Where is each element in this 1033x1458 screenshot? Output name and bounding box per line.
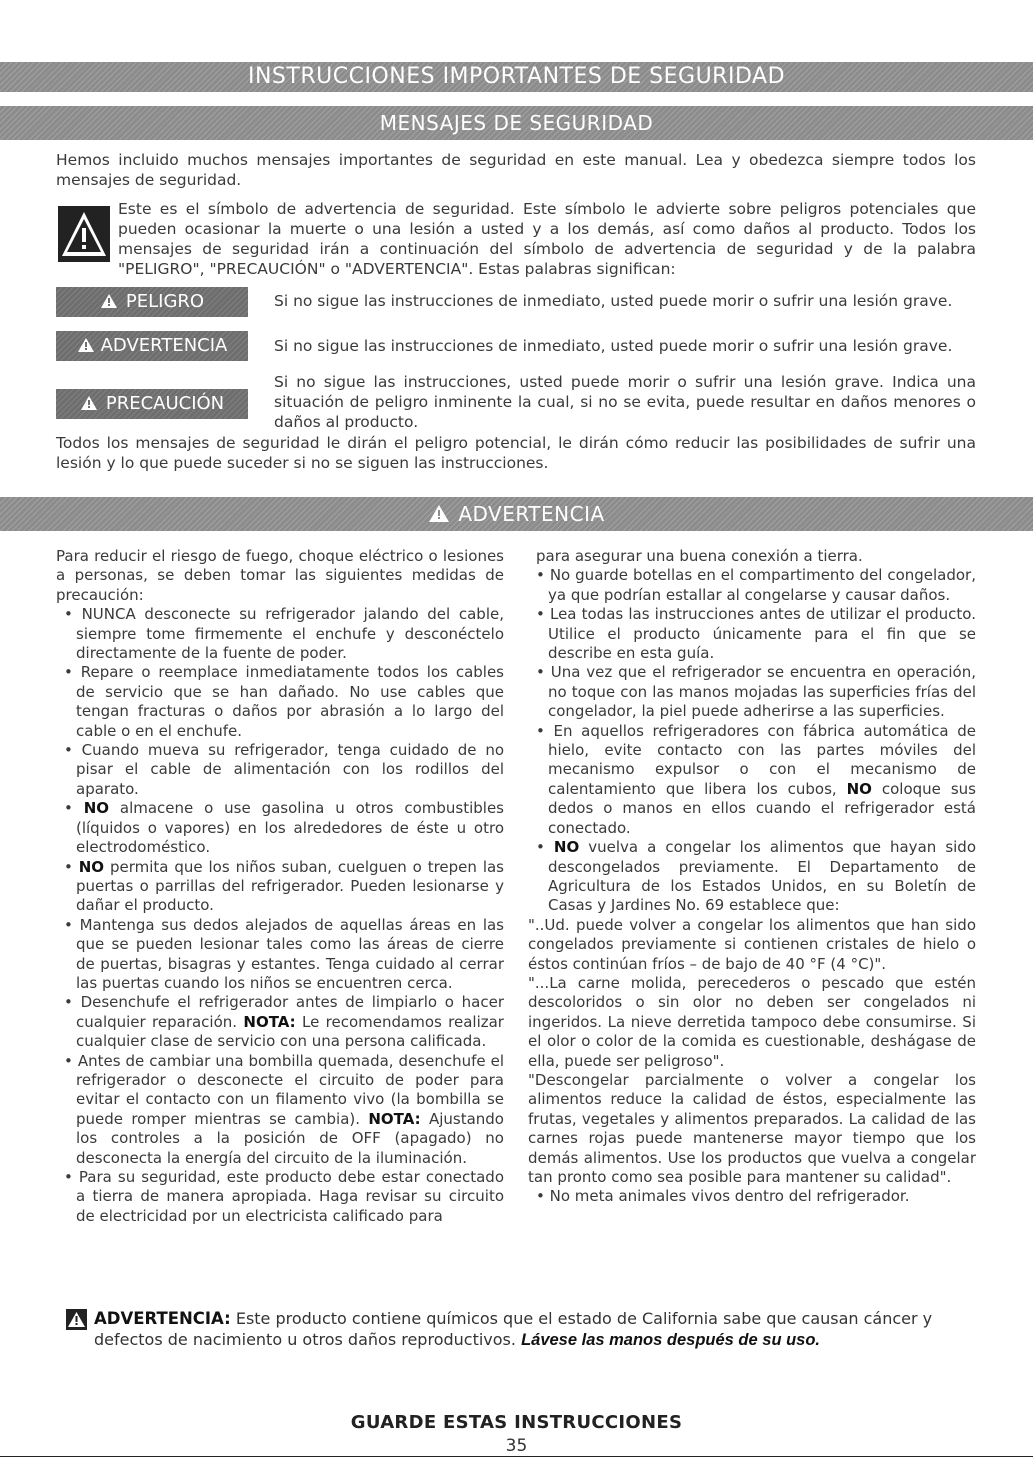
- right-continuation: para asegurar una buena conexión a tierra.: [536, 547, 863, 565]
- list-item: • NO permita que los niños suban, cuelguen o trepen las puertas o parrillas del refrigerador. Pueden lesionarse y dañar el producto.: [64, 857, 504, 915]
- warning-triangle-icon: [100, 293, 118, 309]
- symbol-explanation: Este es el símbolo de advertencia de seguridad. Este símbolo le advierte sobre peligros potenciales que pueden ocasionar la muerte o una lesión a usted y a los demás, así como daños al producto. Todos los mensajes de seguridad irán a continuación del símbolo de advertencia de seguridad y de la palabra "PELIGRO", "PRECAUCIÓN" o "ADVERTENCIA". Estas palabras significan:: [118, 200, 976, 278]
- signal-precaucion: [56, 389, 248, 419]
- page-number: 35: [505, 1436, 528, 1456]
- list-item: • Cuando mueva su refrigerador, tenga cuidado de no pisar el cable de alimentación con los rodillos del aparato.: [64, 741, 504, 798]
- section-title: MENSAJES DE SEGURIDAD: [379, 111, 654, 135]
- list-item: • NUNCA desconecte su refrigerador jalando del cable, siempre tome firmemente el enchufe y desconéctelo directamente de la fuente de poder.: [64, 605, 504, 663]
- list-item: • Para su seguridad, este producto debe estar conectado a tierra de manera apropiada. Haga revisar su circuito de electricidad por un electricista calificado para: [64, 1168, 505, 1225]
- signal-text-precaucion: Si no sigue las instrucciones, usted puede morir o sufrir una lesión grave. Indica una situación de peligro inminente la cual, si no se evita, puede resultar en daños menores o daños al producto.: [274, 373, 976, 431]
- safety-alert-symbol-icon: [58, 206, 110, 262]
- list-item: • Lea todas las instrucciones antes de utilizar el producto. Utilice el producto únicamente para el fin que se describe en esta guía.: [536, 605, 976, 663]
- left-column: [56, 547, 504, 1226]
- list-item: • No guarde botellas en el compartimento del congelador, ya que podrían estallar al congelarse y causar daños.: [536, 566, 976, 604]
- list-item: • Repare o reemplace inmediatamente todos los cables de servicio que se han dañado. No use cables que tengan fracturas o daños por abrasión a lo largo del cable o en el enchufe.: [64, 663, 504, 740]
- prop65-emphasis: Lávese las manos después de su uso.: [521, 1331, 821, 1349]
- list-item: • Antes de cambiar una bombilla quemada, desenchufe el refrigerador o desconecte el circuito de poder para evitar el contacto con un filamento vivo (la bombilla se puede romper mientras se cambia). NOTA: Ajustando los controles a la posición de OFF (apagado) no desconecta la energía del circuito de la iluminación.: [64, 1051, 504, 1167]
- list-item: • Desenchufe el refrigerador antes de limpiarlo o hacer cualquier reparación. NOTA: Le recomendamos realizar cualquier clase de servicio con una persona calificada.: [64, 993, 504, 1051]
- section-banner-safety-messages: [0, 106, 1033, 140]
- list-item: • NO almacene o use gasolina u otros combustibles (líquidos o vapores) en los alrededores de éste u otro electrodoméstico.: [64, 799, 504, 857]
- prop65-warning: [94, 1308, 984, 1351]
- list-item: • No meta animales vivos dentro del refrigerador.: [536, 1187, 910, 1206]
- right-column: [528, 547, 976, 1207]
- warning-triangle-icon: [428, 504, 450, 523]
- prop65-text: Este producto contiene químicos que el estado de California sabe que causan cáncer y defectos de nacimiento u otros daños reproductivos.: [94, 1309, 933, 1349]
- list-item: • En aquellos refrigeradores con fábrica automática de hielo, evite contacto con las partes móviles del mecanismo expulsor o con el mecanismo de calentamiento que libera los cubos, NO coloque sus dedos o manos en ellos cuando el refrigerador está conectado.: [536, 721, 976, 837]
- warning-triangle-icon: [66, 1309, 87, 1330]
- list-item: • NO vuelva a congelar los alimentos que hayan sido descongelados previamente. El Departamento de Agricultura de los Estados Unidos, en su Boletín de Casas y Jardines No. 69 establece que:: [536, 838, 976, 915]
- section-banner-warning: [0, 497, 1033, 531]
- signal-label: ADVERTENCIA: [100, 335, 228, 356]
- prop65-label: ADVERTENCIA:: [94, 1309, 231, 1328]
- warning-triangle-icon: [77, 337, 95, 353]
- signal-text-advertencia: Si no sigue las instrucciones de inmediato, usted puede morir o sufrir una lesión grave.: [274, 337, 953, 355]
- save-instructions: GUARDE ESTAS INSTRUCCIONES: [350, 1412, 683, 1433]
- summary-paragraph: Todos los mensajes de seguridad le dirán el peligro potencial, le dirán cómo reducir las posibilidades de sufrir una lesión y lo que puede suceder si no se siguen las instrucciones.: [56, 434, 976, 472]
- quote-2: "...La carne molida, perecederos o pescado que estén descoloridos o sin olor no deben ser congelados ni ingeridos. La nieve derretida tampoco debe consumirse. Si el olor o color de la comida es cuestionable, deshágase de ella, puede ser peligroso".: [528, 973, 976, 1070]
- bottom-rule: [0, 1456, 1033, 1457]
- warning-triangle-icon: [80, 395, 98, 411]
- page-title: INSTRUCCIONES IMPORTANTES DE SEGURIDAD: [247, 64, 786, 89]
- list-item: • Mantenga sus dedos alejados de aquellas áreas en las que se pueden lesionar tales como las áreas de cierre de puertas, bisagras y estantes. Tenga cuidado al cerrar las puertas cuando los niños se encuentren cerca.: [64, 915, 504, 992]
- prop65-warning-icon: [66, 1309, 87, 1330]
- quote-3: "Descongelar parcialmente o volver a congelar los alimentos reduce la calidad de éstos, especialmente las frutas, vegetales y alimentos preparados. La calidad de las carnes rojas puede mantenerse mayor tiempo que los demás alimentos. Use los productos que vuelva a congelar tan pronto como sea posible para mantener su calidad".: [528, 1070, 976, 1186]
- list-item: • Una vez que el refrigerador se encuentra en operación, no toque con las manos mojadas las superficies frías del congelador, la piel puede adherirse a las superficies.: [536, 663, 976, 721]
- warning-triangle-icon: [58, 206, 110, 262]
- warning-banner-title: ADVERTENCIA: [458, 502, 605, 526]
- page-title-banner: [0, 62, 1033, 92]
- quote-1: "..Ud. puede volver a congelar los alimentos que han sido congelados previamente si contienen cristales de hielo o éstos continúan fríos – de bajo de 40 °F (4 °C)".: [528, 915, 976, 973]
- intro-paragraph: Hemos incluido muchos mensajes importantes de seguridad en este manual. Lea y obedezca siempre todos los mensajes de seguridad.: [56, 151, 976, 189]
- signal-advertencia: [56, 331, 248, 361]
- left-intro: Para reducir el riesgo de fuego, choque eléctrico o lesiones a personas, se deben tomar las siguientes medidas de precaución:: [56, 547, 504, 604]
- signal-peligro: [56, 287, 248, 317]
- signal-text-peligro: Si no sigue las instrucciones de inmediato, usted puede morir o sufrir una lesión grave.: [274, 292, 953, 310]
- signal-label: PELIGRO: [125, 291, 205, 312]
- signal-label: PRECAUCIÓN: [105, 393, 225, 414]
